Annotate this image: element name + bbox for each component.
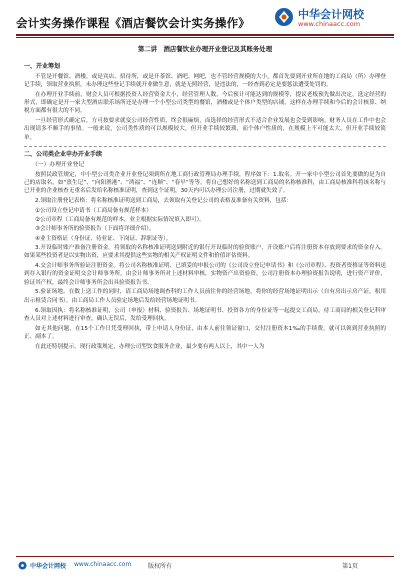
paragraph: 2.领取注册登记表格：将名称核准证明送到工商局，去领取有关登记公司的表格及准备有关资料，包括：	[35, 197, 293, 204]
list-item: ②公司章程（工商局备有规范的样本，业主根据实际情况填入即可）。	[35, 217, 206, 224]
footer-logo-icon	[18, 561, 27, 570]
document-body	[24, 45, 386, 353]
paragraph: 6.领取因执：将名称核准证明，公司（申报）材料、验资报告、场地证明书、投资各方的身份证等一起提交工商局，待工商局的相关登记科审查人员对上述材料进行审查，确认无误后，发给受理回执。	[24, 307, 386, 322]
paragraph: 不管是开餐馆、酒楼，或是宾店、招待所，或是开茶馆、酒吧、网吧，也不管经营规模的大小，都首先要到开业所在地的工商局（所）办理登记手续，领取营业执照，未办理这些登记手续就开业做生意，就是无照经营，是违法的，一经查到必定是要惩法遭受处罚的。	[24, 73, 386, 88]
footer-site-name: 中华会计网校	[30, 563, 67, 570]
section-divider	[24, 146, 386, 147]
lecture-title: 第二讲 酒店餐饮业办理开业登记及其账务处理	[137, 45, 273, 53]
paragraph: 按照民政管规定，中小型公司类企业开业登记须到所在地工商行政管理局办理手续，程序如下：1.取名。开一家中小型公司首先要做的是为自己的店取名，如“熹生记”、“向阳渔港”、“鸿福”、“连顺”、“春早”等等。将自己想好的名称送到工商局的名称核准科，由工商局核准科将该名称与已开业的企业核查无重名后发给名称核准证明，查到这个证明，30天内可以办理公司注册，过期就失效了。	[24, 171, 386, 195]
paragraph: 4.交会计师事务所验证注册资金。将公司名称核准证明、已填妥的申报公司的《公司设立登记申请书》和《公司章程》、投资者资格证等资料送到存入银行的资金证明交会计师事务所，由会计师事务所对上述材料审核，实物资产出资验资，公司注册资本办理验资报告说明，进行资产评价，验证其产权，最终会计师事务所会出具验资报告书。	[24, 263, 386, 286]
course-title: 会计实务操作课程《酒店餐饮会计实务操作》	[16, 16, 250, 30]
header-divider-thin	[16, 37, 394, 38]
section-heading: 一、开业筹划	[24, 63, 61, 71]
footer-divider	[16, 556, 394, 557]
paragraph: 在此还特别提示，现行政策规定，办理公司型饮食服务企业，最少要有两人以上，其中一人为	[35, 343, 265, 350]
footer-copyright: 版权所有	[148, 563, 173, 570]
footer-site-url[interactable]: www.chinaacc.com	[74, 561, 132, 568]
list-item: ③会计师事务所的验资报告（下面将详细介绍）。	[35, 226, 155, 233]
paragraph: 3.开设临时账户准备注册资金。将领取的名称核准证明送到附近的银行开设临时的验资账户，开设账户后将注册资本存放到要求的资金存入。如果某些投资者是以实物出资，应要求其提供这些实物的相关产权证明文件和价值评估资料。	[24, 244, 386, 260]
subsection-heading: （一）办理开业登记	[32, 162, 85, 169]
site-logo[interactable]	[274, 6, 394, 32]
logo-url: www.chinaacc.com	[298, 20, 361, 28]
logo-name: 中华会计网校	[298, 8, 364, 21]
page-header	[0, 0, 408, 40]
page-footer	[16, 556, 394, 572]
header-divider	[16, 34, 394, 36]
logo-icon	[274, 7, 294, 27]
paragraph: 一旦经营形式确定后，方可按要求就变公司经营性质，终会很麻烦，而选择的经营形式不适合企业发展也会受到影响。财务人员在工作中也会出现请多不顺手的事情。一般来说，公司类性质的可以规模较大，但开业手续较繁琐，而个体户性质的，在规模上不可能太大，但开业手续较简单。	[24, 118, 386, 141]
list-item: ①公司设立登记申请书（工商局备有规范样本）	[35, 207, 152, 214]
page-number: 第1页	[342, 563, 358, 570]
paragraph: 如无其他问题，在15个工作日凭受理回执，带上申请人身份证，由本人前往领证窗口，交付注册资本1‰的手续费，就可以领到营业执照的正、副本了。	[24, 325, 386, 340]
list-item: ④业主资格证（身份证、待业证、下岗证、辞职证等）。	[35, 235, 172, 242]
paragraph: 在办理开业手续前，财会人员可根据投资人经营资金大小，经营管理人数，今后预计可能达到的规模等，提议老板预先做出决定，选定经营的形式，即确定是开一家大型酒店联乐场所还是办理一个小型公司类型的餐馆，酒楼或是个体户类型的店铺，这样在办理手续和今后的会计核算、纳税方面都有很大的不同。	[24, 91, 386, 115]
section-heading: 二、公司类企业申办开业手续	[24, 150, 103, 158]
paragraph: 5.验证场地。在数上送工作的同时，请工商局场地调查科的工作人员前往你的经营场地，将你的经营场地证明出示（自有房出示房产证，租用出示租赁合同书），由工商局工作人员验定场地后发给经营场地证明书。	[24, 289, 386, 304]
